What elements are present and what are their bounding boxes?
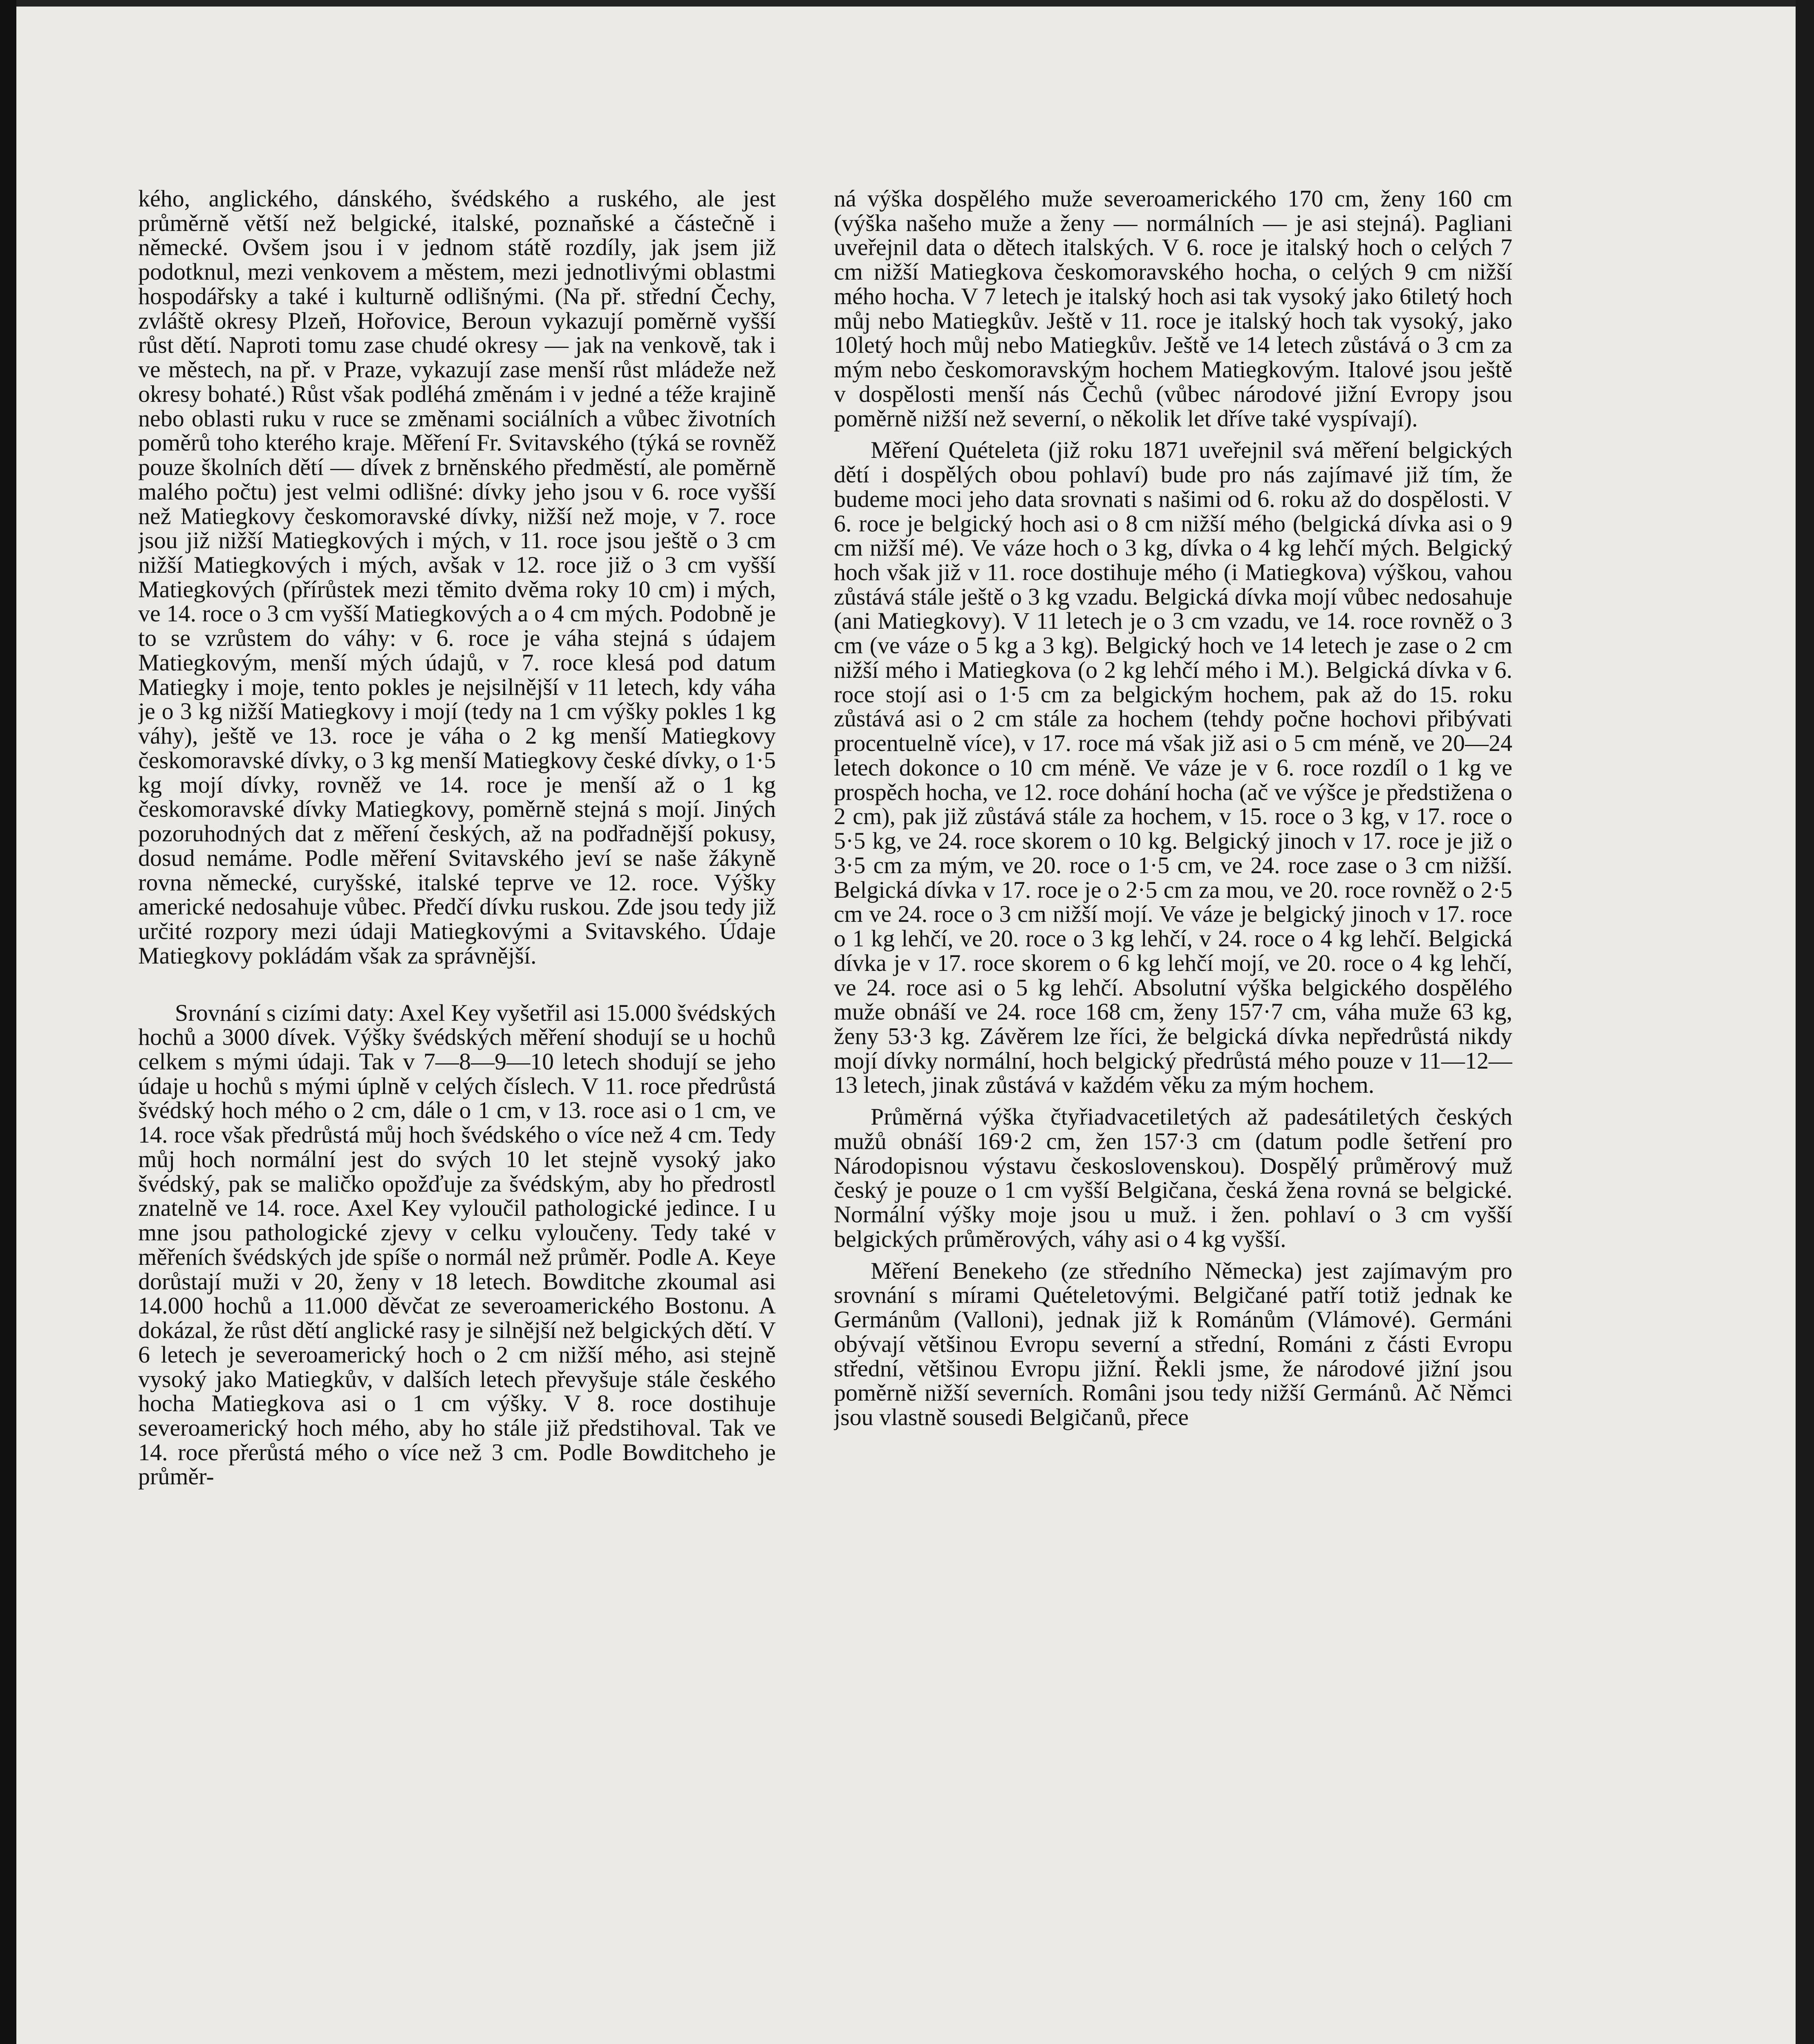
paragraph-left-1: kého, anglického, dánského, švédského a ruského, ale jest průměrně větší než belgické, italské, poznaňské a částečně i německé. Ovšem jsou i v jednom státě rozdíly, jak jsem již podotknul, mezi venkovem a městem, mezi jednotlivými oblastmi hospodářsky a také i kulturně odlišnými. (Na př. střední Čechy, zvláště okresy Plzeň, Hořovice, Beroun vykazují poměrně vyšší růst dětí. Naproti tomu zase chudé okresy — jak na venkově, tak i ve městech, na př. v Praze, vykazují zase menší růst mládeže než okresy bohaté.) Růst však podléhá změnám i v jedné a téže krajině nebo oblasti ruku v ruce se změnami sociálních a vůbec životních poměrů toho kterého kraje. Měření Fr. Svitavského (týká se rovněž pouze školních dětí — dívek z brněnského předměstí, ale poměrně malého počtu) jest velmi odlišné: dívky jeho jsou v 6. roce vyšší než Matiegkovy českomoravské dívky, nižší než moje, v 7. roce jsou již nižší Matiegkových i mých, v 11. roce jsou ještě o 3 cm nižší Matiegkových i mých, avšak v 12. roce již o 3 cm vyšší Matiegkových (přírůstek mezi těmito dvěma roky 10 cm) i mých, ve 14. roce o 3 cm vyšší Matiegkových a o 4 cm mých. Podobně je to se vzrůstem do váhy: v 6. roce je váha stejná s údajem Matiegkovým, menší mých údajů, v 7. roce klesá pod datum Matiegky i moje, tento pokles je nejsilnější v 11 letech, kdy váha je o 3 kg nižší Matiegkovy i mojí (tedy na 1 cm výšky pokles 1 kg váhy), ještě ve 13. roce je váha o 2 kg menší Matiegkovy českomoravské dívky, o 3 kg menší Matiegkovy české dívky, o 1·5 kg mojí dívky, rovněž ve 14. roce je menší až o 1 kg českomoravské dívky Matiegkovy, poměrně stejná s mojí. Jiných pozoruhodných dat z měření českých, až na podřadnější pokusy, dosud nemáme. Podle měření Svitavského jeví se naše žákyně rovna německé, curyšské, italské teprve ve 12. roce. Výšky americké nedosahuje vůbec. Předčí dívku ruskou. Zde jsou tedy již určité rozpory mezi údaji Matiegkovými a Svitavského. Údaje Matiegkovy pokládám však za správnější. [138, 186, 776, 969]
paragraph-right-2: Měření Quételeta (již roku 1871 uveřejnil svá měření belgických dětí i dospělých obou pohlaví) bude pro nás zajímavé již tím, že budeme moci jeho data srovnati s našimi od 6. roku až do dospělosti. V 6. roce je belgický hoch asi o 8 cm nižší mého (belgická dívka asi o 9 cm nižší mé). Ve váze hoch o 3 kg, dívka o 4 kg lehčí mých. Belgický hoch však již v 11. roce dostihuje mého (i Matiegkova) výškou, vahou zůstává stále ještě o 3 kg vzadu. Belgická dívka mojí vůbec nedosahuje (ani Matiegkovy). V 11 letech je o 3 cm vzadu, ve 14. roce rovněž o 3 cm (ve váze o 5 kg a 3 kg). Belgický hoch ve 14 letech je zase o 2 cm nižší mého i Matiegkova (o 2 kg lehčí mého i M.). Belgická dívka v 6. roce stojí asi o 1·5 cm za belgickým hochem, pak až do 15. roku zůstává asi o 2 cm stále za hochem (tehdy počne hochovi přibývati procentuelně více), v 17. roce má však již asi o 5 cm méně, ve 20—24 letech dokonce o 10 cm méně. Ve váze je v 6. roce rozdíl o 1 kg ve prospěch hocha, ve 12. roce dohání hocha (ač ve výšce je předstižena o 2 cm), pak již zůstává stále za hochem, v 15. roce o 3 kg, v 17. roce o 5·5 kg, ve 24. roce skorem o 10 kg. Belgický jinoch v 17. roce je již o 3·5 cm za mým, ve 20. roce o 1·5 cm, ve 24. roce zase o 3 cm nižší. Belgická dívka v 17. roce je o 2·5 cm za mou, ve 20. roce rovněž o 2·5 cm ve 24. roce o 3 cm nižší mojí. Ve váze je belgický jinoch v 17. roce o 1 kg lehčí, ve 20. roce o 3 kg lehčí, v 24. roce o 4 kg lehčí. Belgická dívka je v 17. roce skorem o 6 kg lehčí mojí, ve 20. roce o 4 kg lehčí, ve 24. roce asi o 5 kg lehčí. Absolutní výška belgického dospělého muže obnáší ve 24. roce 168 cm, ženy 157·7 cm, váha muže 63 kg, ženy 53·3 kg. Závěrem lze říci, že belgická dívka nepředrůstá nikdy mojí dívky normální, hoch belgický předrůstá mého pouze v 11—12—13 letech, jinak zůstává v každém věku za mým hochem. [834, 437, 1512, 1098]
right-text-column [834, 186, 1512, 2044]
scan-border-right [1796, 0, 1814, 2044]
paragraph-right-3: Průměrná výška čtyřiadvacetiletých až padesátiletých českých mužů obnáší 169·2 cm, žen 157·3 cm (datum podle šetření pro Národopisnou výstavu československou). Dospělý průměrový muž český je pouze o 1 cm vyšší Belgičana, česká žena rovná se belgické. Normální výšky moje jsou u muž. i žen. pohlaví o 3 cm vyšší belgických průměrových, váhy asi o 4 kg vyšší. [834, 1103, 1512, 1252]
scan-border-left [0, 0, 16, 2044]
paragraph-left-2: Srovnání s cizími daty: Axel Key vyšetřil asi 15.000 švédských hochů a 3000 dívek. Výšky švédských měření shodují se u hochů celkem s mými údaji. Tak v 7—8—9—10 letech shodují se jeho údaje u hochů s mými úplně v celých číslech. V 11. roce předrůstá švédský hoch mého o 2 cm, dále o 1 cm, v 13. roce asi o 1 cm, ve 14. roce však předrůstá můj hoch švédského o více než 4 cm. Tedy můj hoch normální jest do svých 10 let stejně vysoký jako švédský, pak se maličko opožďuje za švédským, aby ho předrostl znatelně ve 14. roce. Axel Key vyloučil pathologické jedince. I u mne jsou pathologické zjevy v celku vyloučeny. Tedy také v měřeních švédských jde spíše o normál než průměr. Podle A. Keye dorůstají muži v 20, ženy v 18 letech. Bowditche zkoumal asi 14.000 hochů a 11.000 děvčat ze severoamerického Bostonu. A dokázal, že růst dětí anglické rasy je silnější než belgických dětí. V 6 letech je severoamerický hoch o 2 cm nižší mého, asi stejně vysoký jako Matiegkův, v dalších letech převyšuje stále českého hocha Matiegkova asi o 1 cm výšky. V 8. roce dostihuje severoamerický hoch mého, aby ho stále již předstihoval. Tak ve 14. roce přerůstá mého o více než 3 cm. Podle Bowditcheho je průměr- [138, 999, 776, 1490]
left-text-column [138, 186, 776, 2044]
scan-border-top [0, 0, 1814, 7]
paragraph-right-1: ná výška dospělého muže severoamerického 170 cm, ženy 160 cm (výška našeho muže a ženy — normálních — je asi stejná). Pagliani uveřejnil data o dětech italských. V 6. roce je italský hoch o celých 7 cm nižší Matiegkova českomoravského hocha, o celých 9 cm nižší mého hocha. V 7 letech je italský hoch asi tak vysoký jako 6tiletý hoch můj nebo Matiegkův. Ještě v 11. roce je italský hoch tak vysoký, jako 10letý hoch můj nebo Matiegkův. Ještě ve 14 letech zůstává o 3 cm za mým nebo českomoravským hochem Matiegkovým. Italové jsou ještě v dospělosti menší nás Čechů (vůbec národové jižní Evropy jsou poměrně nižší než severní, o několik let dříve také vyspívají). [834, 186, 1512, 432]
paragraph-right-4: Měření Benekeho (ze středního Německa) jest zajímavým pro srovnání s mírami Quételetovými. Belgičané patří totiž jednak ke Germánům (Valloni), jednak již k Románům (Vlámové). Germáni obývají většinou Evropu severní a střední, Románi z části Evropu střední, většinou Evropu jižní. Řekli jsme, že národové jižní jsou poměrně nižší severních. Români jsou tedy nižší Germánů. Ač Němci jsou vlastně sousedi Belgičanů, přece [834, 1257, 1512, 1430]
